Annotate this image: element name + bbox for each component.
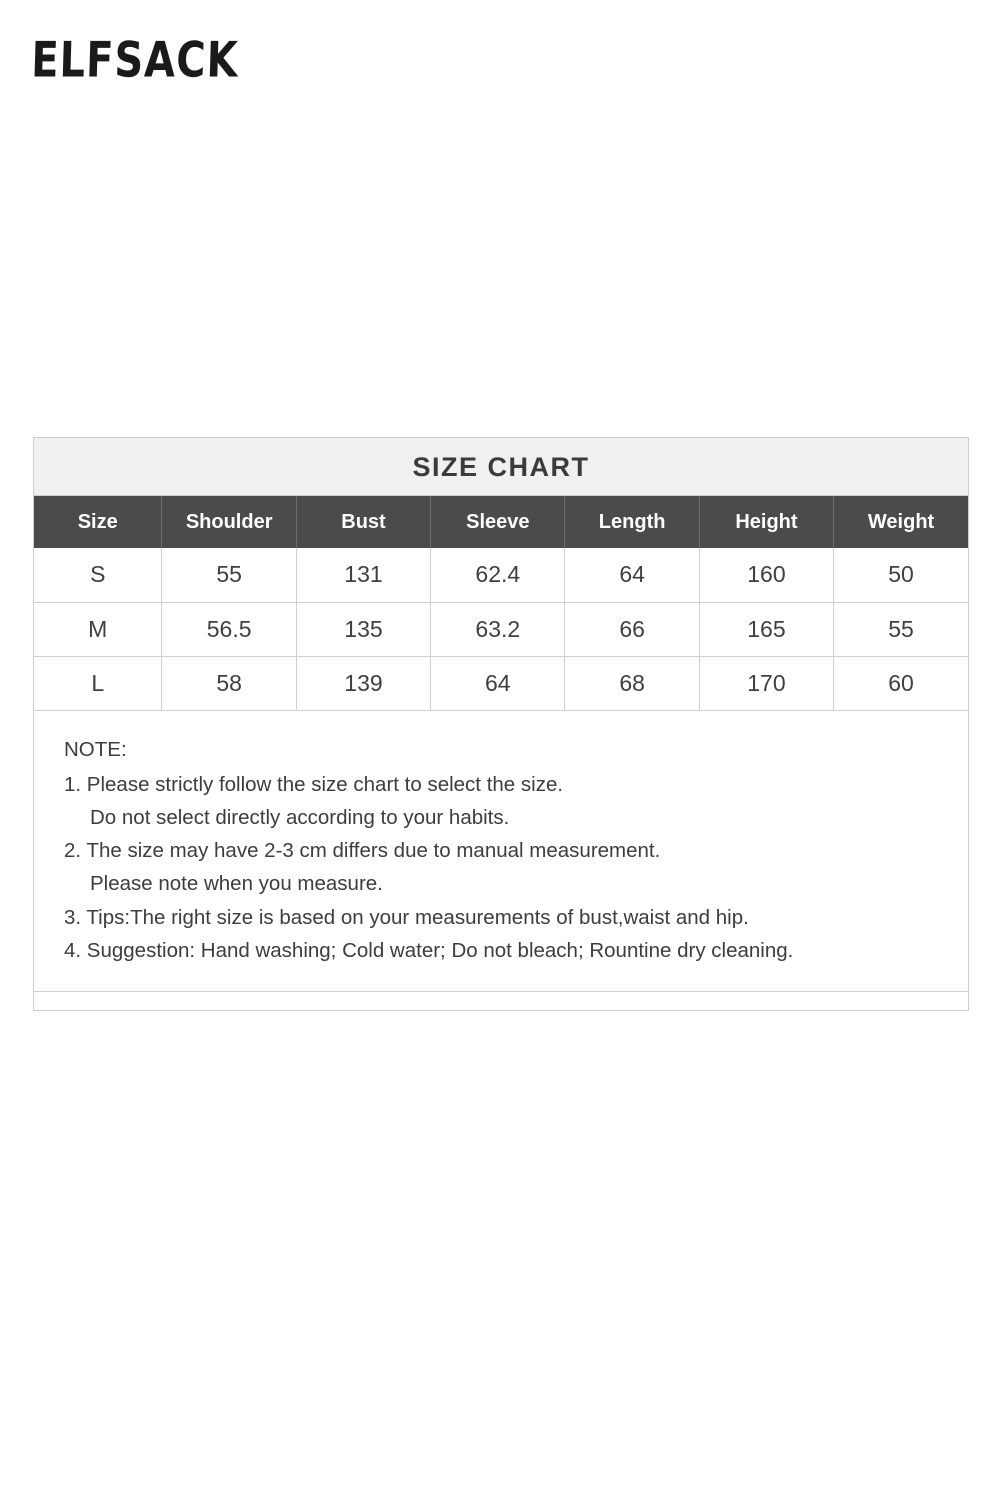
cell-weight: 55 [834, 602, 968, 656]
column-header-length: Length [565, 496, 699, 548]
brand-logo: ELFSACK [30, 32, 240, 89]
cell-sleeve: 63.2 [431, 602, 565, 656]
cell-weight: 60 [834, 656, 968, 710]
cell-weight: 50 [834, 548, 968, 602]
table-row [34, 602, 968, 656]
cell-size: M [34, 602, 162, 656]
cell-length: 64 [565, 548, 699, 602]
cell-size: S [34, 548, 162, 602]
cell-shoulder: 55 [162, 548, 296, 602]
cell-sleeve: 64 [431, 656, 565, 710]
cell-height: 165 [699, 602, 833, 656]
size-chart-panel [33, 437, 969, 1011]
cell-bust: 135 [296, 602, 430, 656]
cell-height: 160 [699, 548, 833, 602]
column-header-sleeve: Sleeve [431, 496, 565, 548]
cell-bust: 131 [296, 548, 430, 602]
cell-shoulder: 58 [162, 656, 296, 710]
note-heading: NOTE: [64, 737, 127, 761]
note-line-1: 1. Please strictly follow the size chart to select the size. [64, 772, 564, 796]
cell-length: 66 [565, 602, 699, 656]
table-bottom-divider [34, 991, 968, 1010]
column-header-weight: Weight [834, 496, 968, 548]
cell-shoulder: 56.5 [162, 602, 296, 656]
table-row [34, 656, 968, 710]
note-line-2b: Please note when you measure. [90, 872, 383, 896]
column-header-shoulder: Shoulder [162, 496, 296, 548]
size-chart-title: SIZE CHART [34, 438, 968, 496]
column-header-bust: Bust [296, 496, 430, 548]
cell-size: L [34, 656, 162, 710]
cell-bust: 139 [296, 656, 430, 710]
note-line-1b: Do not select directly according to your habits. [90, 805, 510, 829]
size-chart-table [34, 496, 968, 711]
note-line-4: 4. Suggestion: Hand washing; Cold water; Do not bleach; Rountine dry cleaning. [64, 938, 794, 962]
note-line-3: 3. Tips:The right size is based on your measurements of bust,waist and hip. [64, 905, 749, 929]
table-row [34, 548, 968, 602]
column-header-height: Height [699, 496, 833, 548]
column-header-size: Size [34, 496, 162, 548]
table-header-row [34, 496, 968, 548]
note-block [34, 711, 968, 991]
cell-length: 68 [565, 656, 699, 710]
note-line-2: 2. The size may have 2-3 cm differs due to manual measurement. [64, 839, 661, 863]
cell-height: 170 [699, 656, 833, 710]
cell-sleeve: 62.4 [431, 548, 565, 602]
